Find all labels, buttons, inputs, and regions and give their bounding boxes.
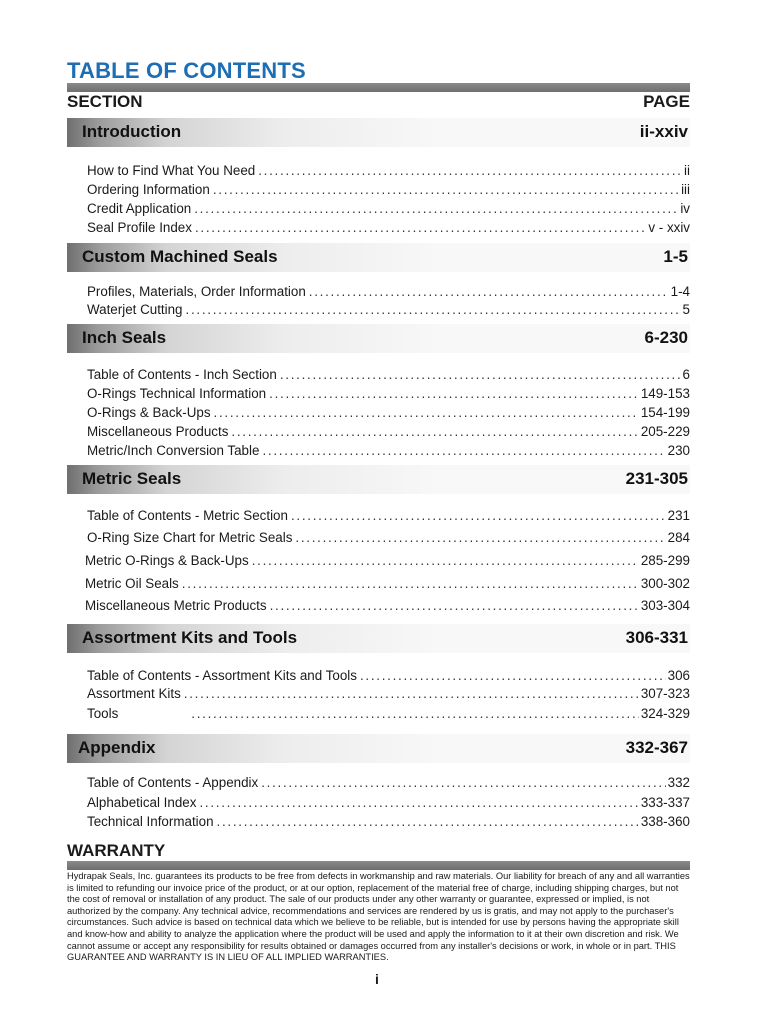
toc-entry[interactable] (85, 575, 690, 593)
dot-leader (295, 529, 665, 547)
entry-label: Profiles, Materials, Order Information (87, 284, 306, 299)
dot-leader (194, 200, 678, 218)
section-header-appendix[interactable] (67, 734, 690, 763)
entry-label: Waterjet Cutting (87, 302, 183, 317)
toc-entry[interactable] (87, 283, 690, 301)
entry-page: 338-360 (640, 814, 690, 829)
toc-entry[interactable] (87, 667, 690, 685)
dot-leader (191, 705, 639, 723)
toc-entry[interactable] (87, 366, 690, 384)
entry-label: Metric/Inch Conversion Table (87, 443, 260, 458)
entry-label: O-Rings Technical Information (87, 386, 267, 401)
warranty-rule (67, 861, 690, 870)
dot-leader (291, 507, 666, 525)
dot-leader (195, 219, 646, 237)
dot-leader (184, 685, 639, 703)
entry-page: 5 (682, 302, 690, 317)
dot-leader (217, 813, 639, 831)
toc-entry[interactable] (87, 181, 690, 199)
entry-page: v - xxiv (648, 220, 690, 235)
section-name: Assortment Kits and Tools (82, 628, 298, 647)
entry-page: 1-4 (670, 284, 690, 299)
entry-page: 230 (667, 443, 690, 458)
dot-leader (262, 442, 665, 460)
section-header-custom-machined-seals[interactable] (67, 243, 690, 272)
entry-label: O-Rings & Back-Ups (87, 405, 211, 420)
entry-label: Assortment Kits (87, 686, 181, 701)
dot-leader (186, 301, 681, 319)
section-header-metric-seals[interactable] (67, 465, 690, 494)
entry-label: How to Find What You Need (87, 163, 256, 178)
entry-page: 285-299 (640, 553, 690, 568)
entry-label: Ordering Information (87, 182, 210, 197)
entry-page: 324-329 (640, 706, 690, 721)
toc-entry[interactable] (85, 597, 690, 615)
dot-leader (214, 404, 639, 422)
entry-label: Metric O-Rings & Back-Ups (85, 553, 249, 568)
entry-page: 6 (682, 367, 690, 382)
entry-page: 154-199 (640, 405, 690, 420)
section-pages: 6-230 (644, 328, 688, 347)
dot-leader (309, 283, 669, 301)
toc-entry[interactable] (87, 813, 690, 831)
entry-label: Table of Contents - Appendix (87, 775, 259, 790)
section-name: Custom Machined Seals (82, 247, 278, 266)
toc-entry[interactable] (87, 774, 690, 792)
toc-entry[interactable] (85, 552, 690, 570)
section-pages: 1-5 (663, 247, 688, 266)
entry-label: O-Ring Size Chart for Metric Seals (87, 530, 293, 545)
entry-label: Tools (87, 706, 119, 721)
toc-entry[interactable] (87, 385, 690, 403)
entry-page: 307-323 (640, 686, 690, 701)
entry-label: Table of Contents - Assortment Kits and Tools (87, 668, 357, 683)
toc-entry[interactable] (87, 705, 690, 723)
warranty-title: WARRANTY (67, 841, 166, 860)
entry-label: Credit Application (87, 201, 192, 216)
toc-entry[interactable] (87, 685, 690, 703)
section-header-assortment-kits-and-tools[interactable] (67, 624, 690, 653)
entry-label: Metric Oil Seals (85, 576, 179, 591)
page-column-header: PAGE (643, 92, 690, 111)
entry-page: ii (684, 163, 690, 178)
toc-entry[interactable] (87, 200, 690, 218)
title-rule (67, 83, 690, 92)
dot-leader (199, 794, 638, 812)
entry-label: Alphabetical Index (87, 795, 197, 810)
dot-leader (231, 423, 638, 441)
dot-leader (269, 385, 639, 403)
section-header-inch-seals[interactable] (67, 324, 690, 353)
section-name: Introduction (82, 122, 182, 141)
dot-leader (252, 552, 639, 570)
toc-entry[interactable] (87, 162, 690, 180)
toc-entry[interactable] (87, 301, 690, 319)
dot-leader (270, 597, 639, 615)
entry-page: 205-229 (640, 424, 690, 439)
toc-entry[interactable] (87, 404, 690, 422)
entry-label: Table of Contents - Inch Section (87, 367, 277, 382)
entry-page: 333-337 (640, 795, 690, 810)
entry-page: iii (681, 182, 690, 197)
entry-page: 149-153 (640, 386, 690, 401)
dot-leader (280, 366, 681, 384)
toc-entry[interactable] (87, 442, 690, 460)
entry-page: 303-304 (640, 598, 690, 613)
section-header-introduction[interactable] (67, 118, 690, 147)
entry-page: 306 (667, 668, 690, 683)
entry-label: Miscellaneous Products (87, 424, 229, 439)
entry-page: 284 (667, 530, 690, 545)
section-pages: 306-331 (625, 628, 688, 647)
toc-entry[interactable] (87, 507, 690, 525)
entry-label: Technical Information (87, 814, 214, 829)
dot-leader (258, 162, 682, 180)
section-column-header: SECTION (67, 92, 143, 111)
entry-label: Miscellaneous Metric Products (85, 598, 267, 613)
dot-leader (182, 575, 639, 593)
section-pages: 231-305 (625, 469, 688, 488)
section-name: Appendix (78, 738, 156, 757)
section-pages: ii-xxiv (639, 122, 688, 141)
warranty-text: Hydrapak Seals, Inc. guarantees its products to be free from defects in workmanship and raw materials. Our liability for breach of any and all warranties is limited to refunding our invoice price of the product, or at our option, replacement of the material free of charge, including shipping charges, but not the cost of removal or installation of any product. The sale of our products under any other warranty or guarantee, expressed or implied, is not authorized by the company. Any technical advice, recommendations and services are rendered by us is gratis, and may not apply to the purchaser's circumstances. Such advice is based on technical data which we believe to be reliable, but is intended for use by persons having the appropriate skill and know-how and ability to analyze the application where the product will be used and apply the information to it at their own discretion and risk. We cannot assume or accept any responsibility for results obtained or damages occurred from any installer's decisions or work, in whole or in part. THIS GUARANTEE AND WARRANTY IS IN LIEU OF ALL IMPLIED WARRANTIES. (67, 871, 690, 963)
entry-label: Table of Contents - Metric Section (87, 508, 288, 523)
toc-entry[interactable] (87, 794, 690, 812)
entry-page: iv (680, 201, 690, 216)
toc-entry[interactable] (87, 529, 690, 547)
section-name: Metric Seals (82, 469, 182, 488)
section-pages: 332-367 (625, 738, 688, 757)
dot-leader (360, 667, 666, 685)
entry-label: Seal Profile Index (87, 220, 192, 235)
toc-entry[interactable] (87, 219, 690, 237)
section-name: Inch Seals (82, 328, 167, 347)
entry-page: 300-302 (640, 576, 690, 591)
toc-entry[interactable] (87, 423, 690, 441)
page-title: TABLE OF CONTENTS (67, 58, 306, 83)
page-number: i (375, 971, 379, 987)
dot-leader (213, 181, 679, 199)
entry-page: 332 (667, 775, 690, 790)
entry-page: 231 (667, 508, 690, 523)
dot-leader (261, 774, 665, 792)
